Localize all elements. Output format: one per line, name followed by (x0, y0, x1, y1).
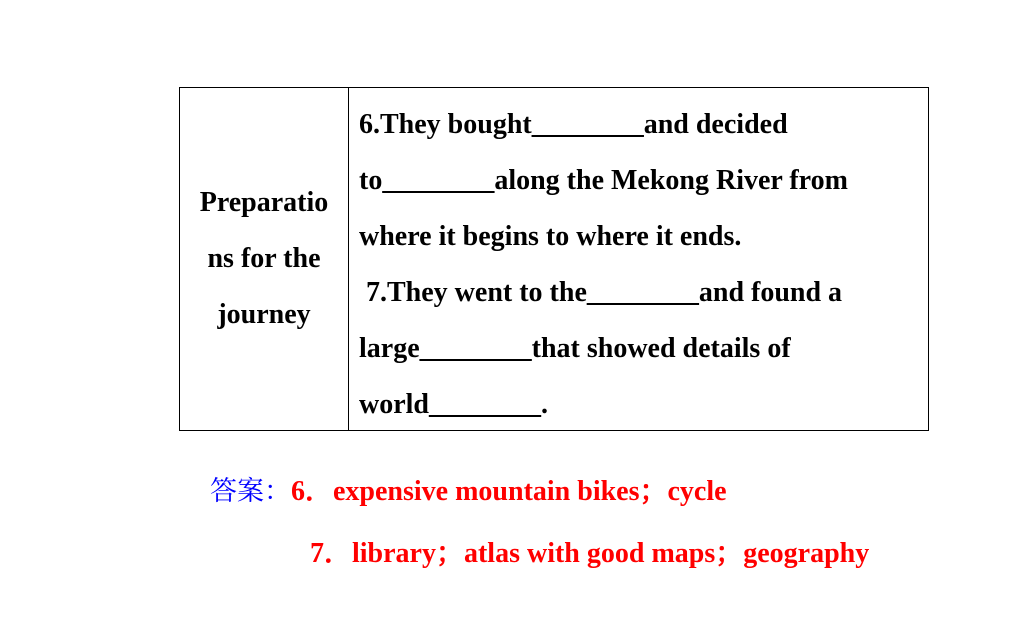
answer-line-1 (210, 472, 727, 512)
category-line: journey (217, 299, 311, 330)
answer-text-1: 6．expensive mountain bikes；cycle (291, 476, 727, 507)
category-line: ns for the (207, 243, 321, 274)
answer-text-2: 7．library；atlas with good maps；geography (310, 538, 870, 569)
answer-label: 答案： (210, 476, 291, 507)
question-line: to________along the Mekong River from (359, 165, 848, 196)
questions-cell (349, 88, 928, 430)
category-cell (180, 88, 349, 430)
question-line: world________. (359, 389, 548, 420)
question-line: 6.They bought________and decided (359, 109, 788, 140)
category-line: Preparatio (199, 187, 329, 218)
question-line: 7.They went to the________and found a (359, 277, 843, 308)
answer-line-2 (310, 534, 869, 574)
question-line: large________that showed details of (359, 333, 791, 364)
category-text (200, 175, 329, 343)
exercise-table (179, 87, 929, 431)
question-line: where it begins to where it ends. (359, 221, 742, 252)
